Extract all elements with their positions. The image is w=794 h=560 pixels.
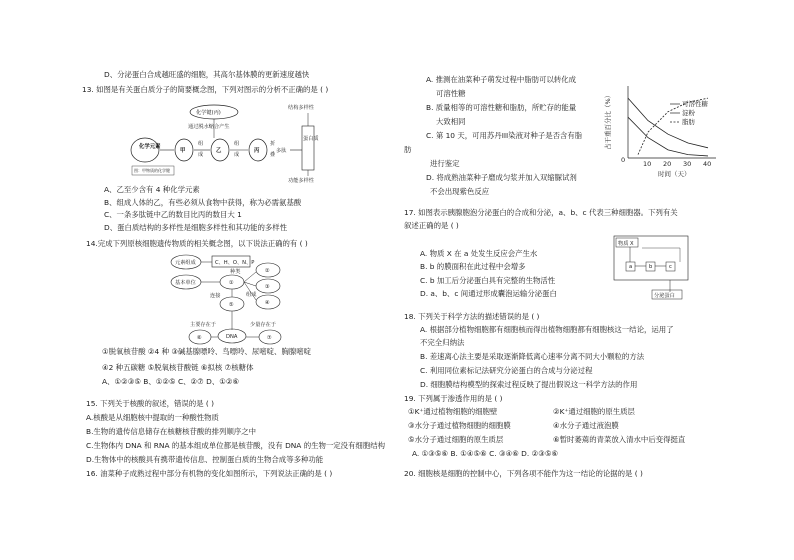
chart-x-tick: 30 [683, 160, 692, 168]
left-line: 16. 油菜种子成熟过程中部分有机物的变化如图所示，下列说法正确的是 ( ) [86, 469, 333, 478]
right-line: ①K⁺通过植物细胞的细胞壁 [408, 407, 498, 416]
node-basic-unit: 基本单位 [175, 280, 196, 286]
right-line: B. 差速离心法主要是采取逐渐降低离心速率分离不同大小颗粒的方法 [420, 352, 645, 361]
right-line: ⑥暂时萎蔫的青菜放入清水中后变得挺直 [553, 435, 686, 444]
node-yi: 乙 [216, 148, 222, 154]
right-line: A. 推测在油菜种子萌发过程中脂肪可以转化成 [426, 75, 577, 84]
left-line: B、组成人体的乙，有些必须从食物中获得，称为必需氨基酸 [104, 198, 302, 207]
label-minor-in: 少量存在于 [250, 322, 276, 328]
right-line: ②K⁺通过细胞的原生质层 [553, 407, 635, 416]
left-line: A.核酸是从细胞核中提取的一种酸性物质 [86, 413, 219, 422]
node-bing: 丙 [254, 148, 260, 154]
node-jia: 甲 [180, 148, 186, 154]
left-line: 14.完成下列原核细胞遗传物质的相关概念图，以下说法正确的有 ( ) [86, 239, 308, 248]
chart-x-tick: 10 [643, 160, 652, 168]
node-function-diversity: 功能多样性 [288, 178, 314, 184]
label-zhe: 折 [270, 141, 276, 147]
right-line: B. b 的膜面积在此过程中会增多 [420, 262, 526, 271]
label-die: 叠 [270, 152, 276, 158]
protein-concept-diagram [130, 100, 360, 185]
right-line: A. 根据部分植物细胞都有细胞核而得出植物细胞都有细胞核这一结论，运用了 [420, 325, 674, 334]
right-line: 大致相同 [436, 117, 466, 126]
right-line: 20. 细胞核是细胞的控制中心，下列各项不能作为这一结论的论据的是 ( ) [404, 469, 643, 478]
left-line: ④2 种五碳糖 ⑤脱氧核苷酸链 ⑥拟核 ⑦核糖体 [102, 363, 254, 372]
chart-x-tick: 20 [663, 160, 672, 168]
node-protein: 蛋白质 [303, 136, 319, 142]
node-chnop: C、H、O、N、P [215, 260, 255, 266]
node-polypeptide: 多肽 [276, 148, 287, 154]
left-line: B.生物的遗传信息储存在核糖核苷酸的排列顺序之中 [86, 427, 257, 436]
right-line: D. a、b、c 间通过形成囊泡运输分泌蛋白 [420, 289, 557, 298]
node-circle-2: ② [265, 268, 270, 274]
right-line: C. b 加工后分泌蛋白具有完整的生物活性 [420, 276, 556, 285]
label-connect: 连接 [210, 293, 221, 299]
right-line: 叙述正确的是 ( ) [404, 221, 459, 230]
node-dna: DNA [226, 334, 238, 340]
right-line: 肪 [404, 145, 412, 154]
caption-figure-13: 图：甲物质的化学键 [134, 168, 170, 173]
node-chemical-elements: 化学元素 [139, 144, 161, 150]
seed-organic-matter-chart [600, 80, 720, 180]
right-line: 不完全归纳法 [420, 338, 465, 347]
right-line: 不会出现紫色反应 [430, 187, 490, 196]
label-mainly-in: 主要存在于 [190, 322, 216, 328]
label-kind: 种类 [230, 269, 241, 275]
left-line: 15. 下列关于核酸的叙述，错误的是 ( ) [86, 399, 215, 408]
left-line: D.生物体中的核酸具有携带遗传信息、控制蛋白质的生物合成等多种功能 [86, 455, 324, 464]
label-organelle-c: c [669, 264, 672, 270]
right-line: 进行鉴定 [430, 159, 460, 168]
right-line: A. 物质 X 在 a 处发生反应会产生水 [420, 249, 538, 258]
left-line: C、一条多肽链中乙的数目比丙的数目大 1 [104, 210, 242, 219]
chart-y-label: 占干重百分比（%） [604, 91, 612, 150]
label-organelle-b: b [649, 264, 653, 270]
left-line: C.生物体内 DNA 和 RNA 的基本组成单位都是核苷酸，没有 DNA 的生物一定没有细胞结构 [86, 441, 385, 450]
node-circle-7: ⑦ [267, 335, 272, 341]
right-line: ③水分子通过植物细胞的细胞膜 [408, 421, 511, 430]
label-compose: 组成 [246, 292, 257, 298]
right-line: 19. 下列属于渗透作用的是 ( ) [404, 394, 503, 403]
node-circle-1: ① [229, 280, 234, 286]
node-circle-3: ③ [265, 284, 270, 290]
left-line: D、分泌蛋白合成越旺盛的细胞，其高尔基体膜的更新速度越快 [104, 70, 310, 79]
left-line: ①脱氧核苷酸 ②4 种 ③碱基腺嘌呤、鸟嘌呤、尿嘧啶、胸腺嘧啶 [102, 347, 312, 356]
label-secreted-protein: 分泌蛋白 [654, 293, 675, 299]
left-line: D、蛋白质结构的多样性是细胞多样性和其功能的多样性 [104, 223, 288, 232]
node-chemical-bond: 化学键(丙) [196, 110, 221, 116]
node-circle-4: ④ [265, 300, 270, 306]
right-line: 18. 下列关于科学方法的描述错误的是 ( ) [404, 312, 540, 321]
left-line: 13. 如图是有关蛋白质分子的简要概念图，下列对图示的分析不正确的是 ( ) [82, 85, 329, 94]
label-zu-2: 组 [234, 141, 240, 147]
right-line: ⑤水分子通过细胞的原生质层 [408, 435, 504, 444]
node-circle-6: ⑥ [197, 335, 202, 341]
label-dehydration: 通过脱水缩合产生 [188, 124, 230, 130]
chart-legend-label: 可溶性糖 [682, 100, 708, 108]
label-cheng-2: 成 [234, 152, 240, 158]
chart-x-tick: 40 [703, 160, 712, 168]
label-cheng-1: 成 [198, 152, 204, 158]
node-structure-diversity: 结构多样性 [288, 105, 314, 111]
right-line: A. ①③⑤⑥ B. ①④⑤⑥ C. ③④⑥ D. ②③⑤⑥ [412, 449, 559, 458]
label-zu-1: 组 [198, 141, 204, 147]
right-line: 17. 如图表示胰腺胞泡分泌蛋白的合成和分泌，a、b、c 代表三种细胞器。下列有关 [404, 208, 678, 217]
right-line: D. 将成熟油菜种子磨成匀浆并加入双缩脲试剂 [426, 173, 577, 182]
right-line: D. 细胞膜结构模型的探索过程反映了提出假说这一科学方法的作用 [420, 380, 638, 389]
chart-legend-label: 淀粉 [682, 109, 695, 117]
left-line: A、①②③⑤ B、①②⑤ C、②⑦ D、①②⑥ [102, 377, 240, 386]
chart-y-tick-0: 0 [621, 156, 626, 164]
right-line: B. 质量相等的可溶性糖和脂肪，所贮存的能量 [426, 103, 577, 112]
label-substance-x: 物质 X [618, 241, 634, 247]
right-line: C. 第 10 天，可用苏丹III染液对种子是否含有脂 [426, 131, 583, 140]
secretion-pathway-diagram [612, 234, 692, 306]
dna-concept-diagram [170, 252, 300, 347]
chart-legend-label: 脂肪 [682, 118, 695, 126]
chart-x-label: 时间（天） [658, 170, 691, 178]
right-line: 可溶性糖 [436, 89, 466, 98]
left-line: A、乙至少含有 4 种化学元素 [104, 185, 200, 194]
node-circle-5: ⑤ [229, 302, 234, 308]
label-organelle-a: a [629, 264, 633, 270]
node-element-composition: 元素组成 [175, 260, 196, 266]
right-line: C. 利用同位素标记法研究分泌蛋白的合成与分泌过程 [420, 366, 593, 375]
right-line: ④水分子通过液泡膜 [553, 421, 619, 430]
